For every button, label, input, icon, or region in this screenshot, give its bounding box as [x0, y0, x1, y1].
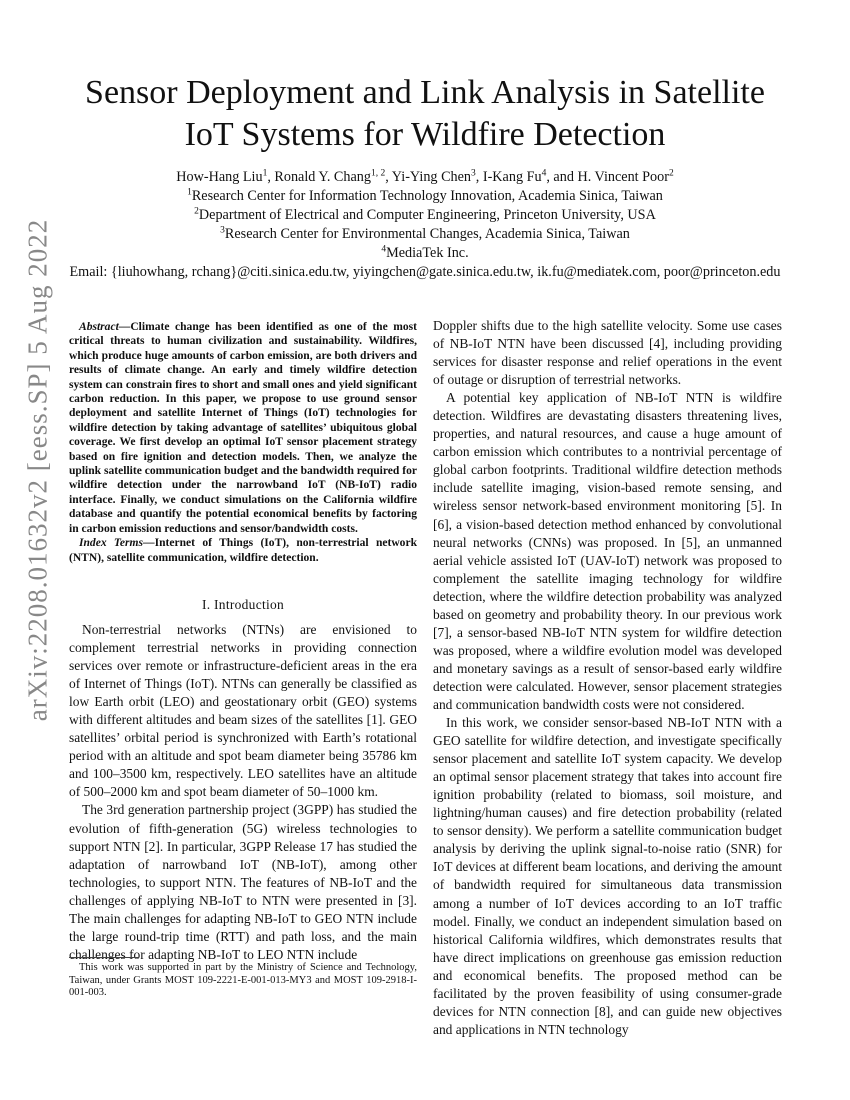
index-terms-text: —Internet of Things (IoT), non-terrestrial network (NTN), satellite communication, wildfire detection.: [69, 537, 417, 564]
section-heading: I. Introduction: [201, 597, 285, 612]
affiliation: [40, 206, 810, 225]
right-column: [433, 317, 782, 1039]
author-separator: ,: [267, 169, 275, 185]
body-paragraph: The 3rd generation partnership project (3GPP) has studied the evolution of fifth-generation (5G) wireless technologies to support NTN [2]. In particular, 3GPP Release 17 has studied the adaptation of narrowband IoT (NB-IoT), among other technologies, to support NTN. The features of NB-IoT and the challenges of applying NB-IoT to NTN were presented in [3]. The main challenges for adapting NB-IoT to GEO NTN include the large round-trip time (RTT) and path loss, and the main challenges for adapting NB-IoT to LEO NTN include: [69, 802, 417, 962]
affiliation-superscript: 1: [187, 187, 192, 198]
abstract: [69, 320, 417, 565]
footnote-divider: [69, 957, 139, 958]
paper-title: [60, 72, 790, 156]
index-terms-paragraph: [69, 536, 417, 565]
affiliation-text: Department of Electrical and Computer Engineering, Princeton University, USA: [198, 207, 656, 223]
title-line-2: IoT Systems for Wildfire Detection: [184, 116, 666, 153]
affiliation-superscript: 4: [381, 244, 387, 255]
body-paragraph-continued: Doppler shifts due to the high satellite velocity. Some use cases of NB-IoT NTN have been discussed [4], including providing services for disaster response and relief operations in the event of outage or disruption of terrestrial networks.: [433, 318, 782, 388]
body-paragraph: Non-terrestrial networks (NTNs) are envisioned to complement terrestrial networks in providing connection services over remote or infrastructure-deficient areas in the era of Internet of Things (IoT). NTNs can generally be classified as low Earth orbit (LEO) and geostationary orbit (GEO) systems with different altitudes and beam sizes of the satellites [1]. GEO satellites’ orbital period is synchronized with Earth’s rotational period with an altitude and spot beam diameter being 35786 km and 100–3500 km, respectively. LEO satellites have an altitude of 500–2000 km and spot beam diameter of 50–1000 km.: [69, 622, 417, 800]
author-separator: , and: [546, 169, 578, 185]
author-name: H. Vincent Poor: [577, 169, 669, 185]
affiliation-text: MediaTek Inc.: [386, 245, 469, 261]
affiliation-superscript: 2: [194, 206, 199, 217]
author-list: [40, 168, 810, 187]
author-name: How-Hang Liu: [176, 169, 263, 185]
author-superscript: 1, 2: [370, 168, 386, 179]
abstract-label: Abstract: [79, 321, 119, 333]
affiliation: [40, 225, 810, 244]
author-separator: ,: [475, 169, 483, 185]
footnote: [69, 962, 417, 1000]
intro-left-column: [69, 621, 417, 964]
affiliation-text: Research Center for Environmental Changes, Academia Sinica, Taiwan: [224, 226, 630, 242]
abstract-paragraph: [69, 320, 417, 536]
affiliation-superscript: 3: [220, 225, 225, 236]
author-superscript: 3: [471, 168, 476, 179]
author-superscript: 2: [668, 168, 674, 179]
author-name: I-Kang Fu: [482, 169, 542, 185]
index-terms-label: Index Terms: [79, 537, 144, 550]
author-block: [40, 168, 810, 282]
arxiv-sidebar: [20, 218, 56, 722]
author-separator: ,: [385, 169, 392, 185]
affiliation: [40, 244, 810, 263]
author-name: Yi-Ying Chen: [391, 169, 472, 185]
body-paragraph: A potential key application of NB-IoT NTN is wildfire detection. Wildfires are devastating disasters threatening lives, properties, and natural resources, and cause a huge amount of carbon emission which contributes to a nontrivial percentage of global carbon footprints. Traditional wildfire detection methods include satellite imaging, vision-based remote sensing, and wireless sensor network-based environment monitoring [5]. In [6], a vision-based detection method enhanced by convolutional neural networks (CNNs) was proposed. In [5], an unmanned aerial vehicle assisted IoT (UAV-IoT) network was proposed to complement the satellite imaging technology for wildfire detection, where the wildfire detection probability was analyzed based on geometry and probability theory. In our previous work [7], a sensor-based NB-IoT NTN system for wildfire detection was proposed, where a wildfire evolution model was developed and monetary savings as a result of sensor-based early wildfire detection were calculated. However, sensor placement strategies and communication bandwidth costs were not considered.: [433, 390, 782, 712]
affiliation: [40, 187, 810, 206]
affiliation-text: Research Center for Information Technology Innovation, Academia Sinica, Taiwan: [191, 188, 663, 204]
author-name: Ronald Y. Chang: [274, 169, 371, 185]
author-superscript: 1: [262, 168, 268, 179]
author-superscript: 4: [541, 168, 547, 179]
title-line-1: Sensor Deployment and Link Analysis in Satellite: [85, 74, 765, 111]
abstract-text: —Climate change has been identified as one of the most critical threats to human civilization and sustainability. Wildfires, which produce huge amounts of carbon emission, are both drivers and results of climate change. An early and timely wildfire detection system can constrain fires to short and small ones and yield significant carbon reduction. In this paper, we propose to use ground sensor deployment and satellite Internet of Things (IoT) technologies for wildfire detection by taking advantage of satellites’ ubiquitous global coverage. We first develop an optimal IoT sensor placement strategy based on fire ignition and detection models. Then, we analyze the uplink satellite communication budget and the bandwidth required for wildfire detection under the narrowband IoT (NB-IoT) radio interface. Finally, we conduct simulations on the California wildfire database and quantify the potential economical benefits by factoring in carbon emission reductions and sensor/bandwidth costs.: [69, 321, 417, 535]
email-line: Email: {liuhowhang, rchang}@citi.sinica.edu.tw, yiyingchen@gate.sinica.edu.tw, ik.fu@mediatek.com, poor@princeton.edu: [69, 264, 781, 280]
footnote-text: This work was supported in part by the Ministry of Science and Technology, Taiwan, under Grants MOST 109-2221-E-001-013-MY3 and MOST 109-2918-I-001-003.: [69, 962, 417, 999]
body-paragraph: In this work, we consider sensor-based NB-IoT NTN with a GEO satellite for wildfire detection, and investigate specifically sensor placement and satellite IoT system capacity. We develop an optimal sensor placement strategy that takes into account fire ignition probability (related to biomass, soil moisture, and lightning/human causes) and fire detection probability (related to sensor density). We perform a satellite communication budget analysis by deriving the uplink signal-to-noise ratio (SNR) for IoT devices at different beam locations, and deriving the amount of bandwidth required for simultaneous data transmission among a number of IoT devices according to an IoT traffic model. Finally, we conduct an independent simulation based on historical California wildfires, which demonstrates results that have direct implications on greenhouse gas emission reduction and economical benefits. The proposed method can be facilitated by the proven feasibility of using consumer-grade devices for NTN connection [8], and can guide new objectives and applications in NTN technology: [433, 715, 782, 1037]
arxiv-identifier: arXiv:2208.01632v2 [eess.SP] 5 Aug 2022: [22, 218, 53, 722]
